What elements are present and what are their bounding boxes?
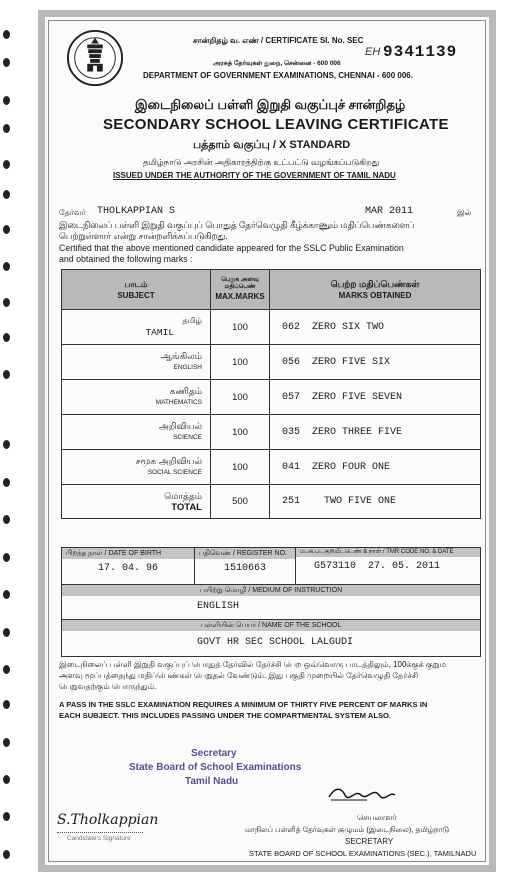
secretary-signature-icon bbox=[327, 783, 397, 803]
certify-tamil-1: இடைநிலைப் பள்ளி இறுதி வகுப்புப் பொதுத் தேர்வெழுதி கீழ்க்காணும் மதிப்பெண்களைப் bbox=[59, 220, 415, 230]
subject-cell: அறிவியல் SCIENCE bbox=[62, 415, 211, 450]
serial-prefix: EH bbox=[365, 46, 381, 58]
punch-hole bbox=[3, 124, 10, 133]
seal-stamp-line2: State Board of School Examinations bbox=[129, 762, 302, 773]
exam-date: MAR 2011 bbox=[365, 206, 414, 217]
punch-hole bbox=[3, 775, 10, 784]
candidate-suffix: இல் bbox=[457, 208, 472, 217]
punch-hole bbox=[3, 850, 10, 859]
pass-note-english-2: EACH SUBJECT. THIS INCLUDES PASSING UNDER THE COMPARTMENTAL SYSTEM ALSO. bbox=[59, 711, 392, 720]
punch-hole bbox=[3, 58, 10, 67]
max-marks-cell: 100 bbox=[211, 380, 270, 415]
punch-hole bbox=[3, 96, 10, 105]
pass-note-tamil-2: அளவு மூப்பத்தைந்து மதிப்பெண்கள் பெறுதல் வேண்டும். இது பகுதி முறையில் தேர்வெழுதி தேர்ச்சி bbox=[59, 671, 419, 680]
authority-english: ISSUED UNDER THE AUTHORITY OF THE GOVERNMENT OF TAMIL NADU bbox=[113, 171, 396, 180]
certificate bbox=[38, 10, 496, 872]
medium-field: பயிற்று மொழி / MEDIUM OF INSTRUCTION ENGLISH bbox=[62, 585, 480, 620]
punch-hole bbox=[3, 262, 10, 271]
tamil-nadu-emblem-icon bbox=[66, 29, 124, 87]
candidate-signature: S.Tholkappian bbox=[57, 812, 159, 828]
board-name-tamil: மாநிலப் பள்ளித் தேர்வுகள் குழுமம் (இடைநிலை), தமிழ்நாடு bbox=[245, 825, 450, 834]
details-box bbox=[61, 547, 481, 657]
subject-cell: தமிழ் TAMIL bbox=[62, 310, 211, 345]
candidate-name: THOLKAPPIAN S bbox=[97, 206, 176, 217]
certify-english-1: Certified that the above mentioned candidate appeared for the SSLC Public Examination bbox=[59, 243, 404, 253]
dept-tamil: அரசுத் தேர்வுகள் துறை, சென்னை - 600 006 bbox=[213, 60, 341, 67]
authority-tamil: தமிழ்நாடு அரசின் அதிகாரத்திற்கு உட்பட்டு வழங்கப்படுகிறது bbox=[143, 157, 380, 167]
marks-table bbox=[61, 269, 481, 519]
details-row-top bbox=[62, 548, 480, 585]
pass-note-tamil-3: பெறுவதற்கும் பொருந்தும். bbox=[59, 682, 157, 691]
register-field: பதிவெண் / REGISTER NO. 1510663 bbox=[195, 548, 296, 584]
table-row bbox=[62, 380, 481, 415]
punch-hole bbox=[3, 160, 10, 169]
table-row bbox=[62, 345, 481, 380]
total-max-cell: 500 bbox=[211, 485, 270, 519]
marks-obtained-cell: 035 ZERO THREE FIVE bbox=[270, 415, 481, 450]
marks-obtained-cell: 056 ZERO FIVE SIX bbox=[270, 345, 481, 380]
punch-hole bbox=[3, 30, 10, 39]
punch-hole bbox=[3, 440, 10, 449]
subject-cell: ஆங்கிலம் ENGLISH bbox=[62, 345, 211, 380]
punch-hole bbox=[3, 515, 10, 524]
punch-hole bbox=[3, 812, 10, 821]
candidate-signature-line bbox=[57, 832, 143, 833]
punch-hole bbox=[3, 665, 10, 674]
punch-hole bbox=[3, 333, 10, 342]
table-row bbox=[62, 450, 481, 485]
standard-label: பத்தாம் வகுப்பு / X STANDARD bbox=[193, 139, 351, 151]
punch-hole bbox=[3, 700, 10, 709]
binder-holes bbox=[0, 0, 14, 881]
certify-english-2: and obtained the following marks : bbox=[59, 254, 193, 264]
punch-hole bbox=[3, 590, 10, 599]
secretary-title-tamil: செயலாளர் bbox=[357, 813, 397, 822]
title-english: SECONDARY SCHOOL LEAVING CERTIFICATE bbox=[103, 116, 449, 133]
total-obtained-cell: 251 TWO FIVE ONE bbox=[270, 485, 481, 519]
marks-obtained-cell: 057 ZERO FIVE SEVEN bbox=[270, 380, 481, 415]
max-marks-cell: 100 bbox=[211, 345, 270, 380]
punch-hole bbox=[3, 738, 10, 747]
dob-field: பிறந்த நாள் / DATE OF BIRTH 17. 04. 96 bbox=[62, 548, 195, 584]
seal-stamp-line3: Tamil Nadu bbox=[185, 776, 239, 787]
candidate-signature-label: Candidate's Signature bbox=[67, 835, 131, 842]
punch-hole bbox=[3, 190, 10, 199]
total-row bbox=[62, 485, 481, 519]
subject-cell: சமூக அறிவியல் SOCIAL SCIENCE bbox=[62, 450, 211, 485]
marks-obtained-cell: 062 ZERO SIX TWO bbox=[270, 310, 481, 345]
candidate-label: தேர்வர் bbox=[59, 208, 86, 217]
pass-note-tamil-1: இடைநிலைப் பள்ளி இறுதி வகுப்புப் பொதுத் தேர்வில் தேர்ச்சி பெற ஒவ்வொரு பாடத்திலும், 100க்குக் குறும bbox=[59, 660, 447, 669]
punch-hole bbox=[3, 478, 10, 487]
table-row bbox=[62, 310, 481, 345]
dept-english: DEPARTMENT OF GOVERNMENT EXAMINATIONS, CHENNAI - 600 006. bbox=[143, 71, 413, 80]
punch-hole bbox=[3, 225, 10, 234]
marks-obtained-cell: 041 ZERO FOUR ONE bbox=[270, 450, 481, 485]
punch-hole bbox=[3, 298, 10, 307]
marks-table-header bbox=[62, 270, 481, 310]
serial-number: 9341139 bbox=[383, 43, 458, 61]
title-tamil: இடைநிலைப் பள்ளி இறுதி வகுப்புச் சான்றிதழ் bbox=[135, 97, 406, 112]
max-marks-cell: 100 bbox=[211, 415, 270, 450]
subject-header: பாடம் SUBJECT bbox=[62, 270, 211, 310]
max-marks-cell: 100 bbox=[211, 450, 270, 485]
seal-stamp-line1: Secretary bbox=[191, 748, 237, 759]
serial-label: சான்றிதழ் வ. எண் / CERTIFICATE SI. No. SEC bbox=[193, 36, 364, 45]
pass-note-english-1: A PASS IN THE SSLC EXAMINATION REQUIRES A MINIMUM OF THIRTY FIVE PERCENT OF MARKS IN bbox=[59, 700, 428, 709]
subject-cell: கணிதம் MATHEMATICS bbox=[62, 380, 211, 415]
max-marks-cell: 100 bbox=[211, 310, 270, 345]
secretary-title-english: SECRETARY bbox=[345, 837, 394, 846]
marks-obtained-header: பெற்ற மதிப்பெண்கள் MARKS OBTAINED bbox=[270, 270, 481, 310]
total-label-cell: மொத்தம் TOTAL bbox=[62, 485, 211, 519]
punch-hole bbox=[3, 370, 10, 379]
certify-tamil-2: பெற்றுள்ளார் என்று சான்றளிக்கப்படுகிறது. bbox=[59, 231, 228, 241]
tmr-field: ம.அ.படகுறியீட்டெண் & நாள் / TMR CODE NO. & DATE G573110 27. 05. 2011 bbox=[296, 548, 480, 584]
max-marks-header: பெறுக அளவு மதிப்பெண் MAX.MARKS bbox=[211, 270, 270, 310]
board-name-english: STATE BOARD OF SCHOOL EXAMINATIONS (SEC.), TAMILNADU bbox=[249, 849, 477, 858]
punch-hole bbox=[3, 553, 10, 562]
table-row bbox=[62, 415, 481, 450]
punch-hole bbox=[3, 628, 10, 637]
school-field: பள்ளியின் பெயர் / NAME OF THE SCHOOL GOVT HR SEC SCHOOL LALGUDI bbox=[62, 620, 480, 658]
